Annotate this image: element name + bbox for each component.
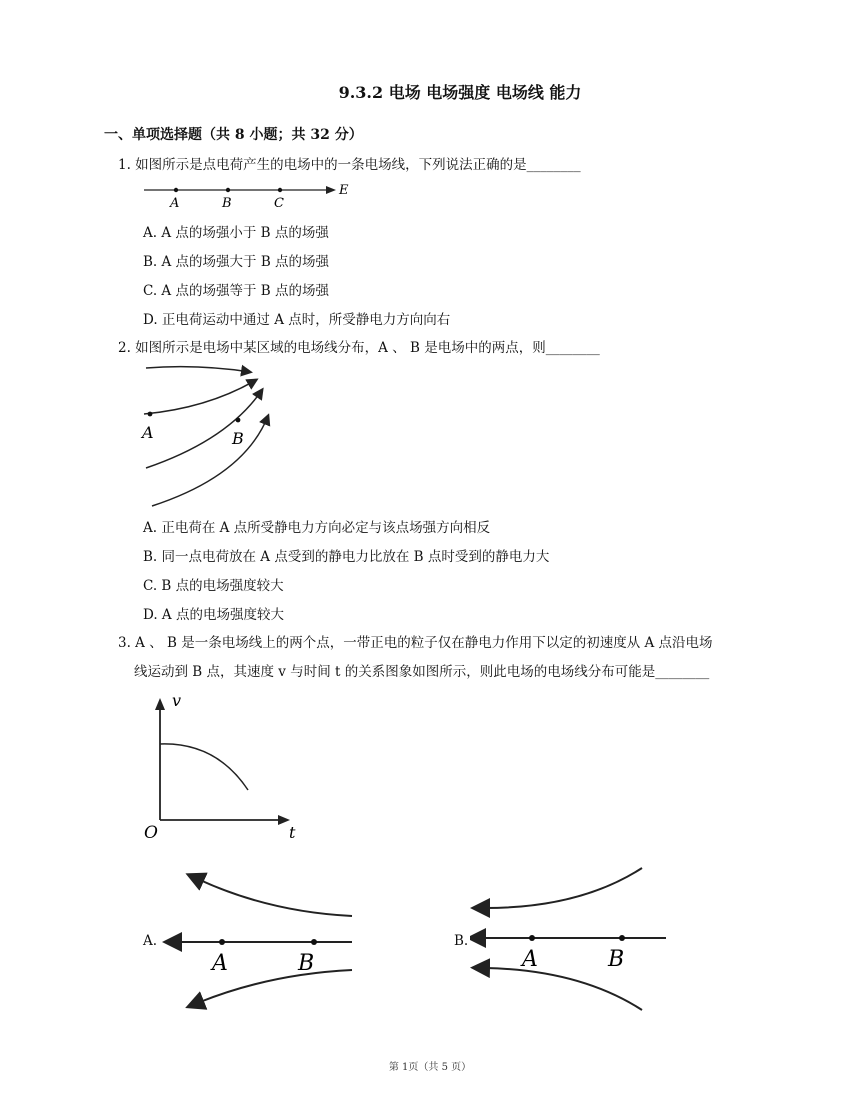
label-t: t: [289, 823, 296, 842]
v-axis-arrow: [155, 698, 165, 710]
page-footer: 第 1页（共 5 页）: [388, 1062, 472, 1073]
point-c: [278, 188, 282, 192]
field-line-2: [144, 380, 256, 414]
question-3-stem-line1: 3. A 、 B 是一条电场线上的两个点，一带正电的粒子仅在静电力作用下以定的初速度从 A 点沿电场: [118, 635, 713, 651]
label-c: C: [274, 196, 284, 210]
q3-option-a-label: A.: [143, 933, 158, 949]
q2-option-c: C. B 点的电场强度较大: [143, 578, 284, 594]
point-b: [311, 939, 317, 945]
label-b: B: [232, 429, 244, 448]
field-line-1: [146, 367, 250, 372]
label-a: A: [170, 196, 180, 210]
question-2-figure: [138, 360, 278, 510]
field-line-top: [486, 868, 642, 908]
question-1-stem: 1. 如图所示是点电荷产生的电场中的一条电场线，下列说法正确的是________: [118, 157, 581, 173]
arrow-head: [326, 186, 336, 194]
velocity-time-graph: [138, 692, 313, 842]
label-a: A: [522, 947, 538, 972]
q1-option-c: C. A 点的场强等于 B 点的场强: [143, 283, 329, 299]
field-line-bottom: [486, 968, 642, 1010]
field-line-top: [200, 880, 352, 916]
point-b: [226, 188, 230, 192]
section-heading: 一、单项选择题（共 8 小题；共 32 分）: [104, 127, 363, 143]
field-line-3: [146, 390, 262, 468]
field-line-4: [152, 416, 268, 506]
point-a: [219, 939, 225, 945]
velocity-curve: [160, 744, 248, 790]
q2-option-d: D. A 点的电场强度较大: [143, 607, 284, 623]
point-a: [529, 935, 535, 941]
point-a: [174, 188, 178, 192]
label-a: A: [142, 423, 154, 442]
point-b: [236, 418, 241, 423]
question-2-stem: 2. 如图所示是电场中某区域的电场线分布，A 、 B 是电场中的两点，则________: [118, 340, 600, 356]
label-b: B: [222, 196, 232, 210]
label-origin: O: [144, 823, 158, 842]
q1-option-d: D. 正电荷运动中通过 A 点时，所受静电力方向向右: [143, 312, 451, 328]
label-a: A: [212, 951, 228, 976]
point-a: [148, 412, 153, 417]
label-e: E: [339, 183, 349, 198]
q2-option-b: B. 同一点电荷放在 A 点受到的静电力比放在 B 点时受到的静电力大: [143, 549, 550, 565]
label-b: B: [298, 951, 315, 976]
question-3-stem-line2: 线运动到 B 点，其速度 v 与时间 t 的关系图象如图所示，则此电场的电场线分布可能是________: [134, 664, 710, 680]
question-1-figure: [140, 180, 350, 210]
q3-option-b-label: B.: [454, 933, 469, 949]
q3-option-a-figure: [160, 868, 360, 1018]
q1-option-a: A. A 点的场强小于 B 点的场强: [143, 225, 329, 241]
q1-option-b: B. A 点的场强大于 B 点的场强: [143, 254, 330, 270]
label-v: v: [172, 692, 182, 710]
q3-option-b-figure: [470, 860, 675, 1020]
label-b: B: [608, 947, 625, 972]
page-title: 9.3.2 电场 电场强度 电场线 能力: [338, 83, 582, 102]
q2-option-a: A. 正电荷在 A 点所受静电力方向必定与该点场强方向相反: [143, 520, 491, 536]
point-b: [619, 935, 625, 941]
